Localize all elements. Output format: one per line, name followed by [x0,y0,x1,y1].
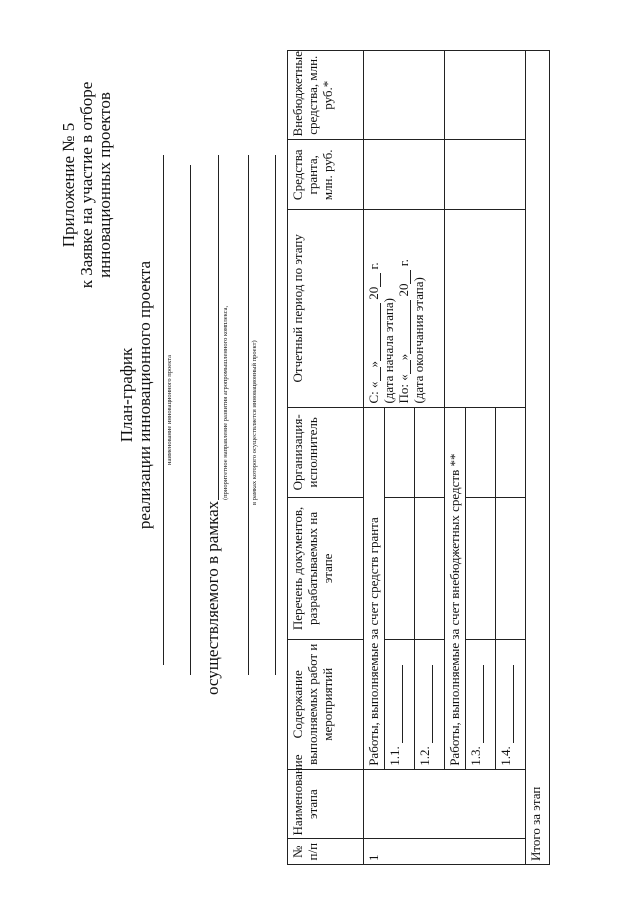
col-org-header: Организация-исполнитель [288,407,364,498]
col-num-header: № п/п [288,839,364,865]
extra-funds-cell-2 [445,51,526,140]
item-1-4-org [496,407,526,498]
appendix-line-3: инновационных проектов [95,92,114,278]
col-period-header: Отчетный период по этапу [288,210,364,407]
section-grant-label: Работы, выполняемые за счет средств гранта [364,407,385,769]
grant-funds-cell-2 [445,140,526,210]
col-content-header: Содержание выполняемых работ и мероприятий [288,639,364,769]
item-1-1-org [385,407,415,498]
section-extra-row [445,51,466,865]
item-1-4: 1.4. [496,639,526,769]
period-cell-2 [445,210,526,407]
stage-name-cell [364,769,526,839]
period-from: С: «» 20 г. [366,262,381,404]
appendix-block [60,25,114,345]
section-extra-label: Работы, выполняемые за счет внебюджетных средств ** [445,407,466,769]
project-name-line [163,155,164,665]
item-1-1: 1.1. [385,639,415,769]
within-which-line [248,155,249,675]
item-1-3-org [466,407,496,498]
period-from-caption: (дата начала этапа) [381,298,396,404]
header-row [288,51,364,865]
item-1-4-docs [496,498,526,640]
priority-direction-line [218,155,219,500]
appendix-line-2: к Заявке на участие в отборе [77,81,96,289]
implemented-within-label: осуществляемого в рамках [203,500,222,695]
period-to-caption: (дата окончания этапа) [411,277,426,404]
extra-funds-cell [364,51,445,140]
item-1-2-docs [415,498,445,640]
row-number-cell: 1 [364,839,526,865]
project-name-caption: наименование инновационного проекта [166,354,173,465]
total-row [526,51,550,865]
priority-direction-caption: (приоритетное направление развития агропромышленного комплекса, [222,305,229,500]
item-1-3: 1.3. [466,639,496,769]
col-extra-header: Внебюджетные средства, млн. руб.* [288,51,364,140]
project-name-line-2 [190,165,191,675]
total-label: Итого за этап [526,51,550,865]
section-grant-row [364,51,385,865]
item-1-2: 1.2. [415,639,445,769]
title-block [118,185,154,605]
period-to: По: «» 20 г. [396,259,411,404]
grant-funds-cell [364,140,445,210]
item-1-1-docs [385,498,415,640]
period-cell [364,210,445,407]
title-line-1: План-график [117,347,136,443]
title-line-2: реализации инновационного проекта [135,260,154,530]
within-which-line-2 [275,155,276,675]
appendix-line-1: Приложение № 5 [59,122,78,248]
col-docs-header: Перечень документов, разрабатываемых на этапе [288,498,364,640]
within-which-caption: в рамках которого осуществляется инновационный проект) [251,340,258,505]
col-grant-header: Средства гранта, млн. руб. [288,140,364,210]
plan-schedule-table [287,50,550,865]
col-stage-header: Наименование этапа [288,769,364,839]
item-1-3-docs [466,498,496,640]
item-1-2-org [415,407,445,498]
